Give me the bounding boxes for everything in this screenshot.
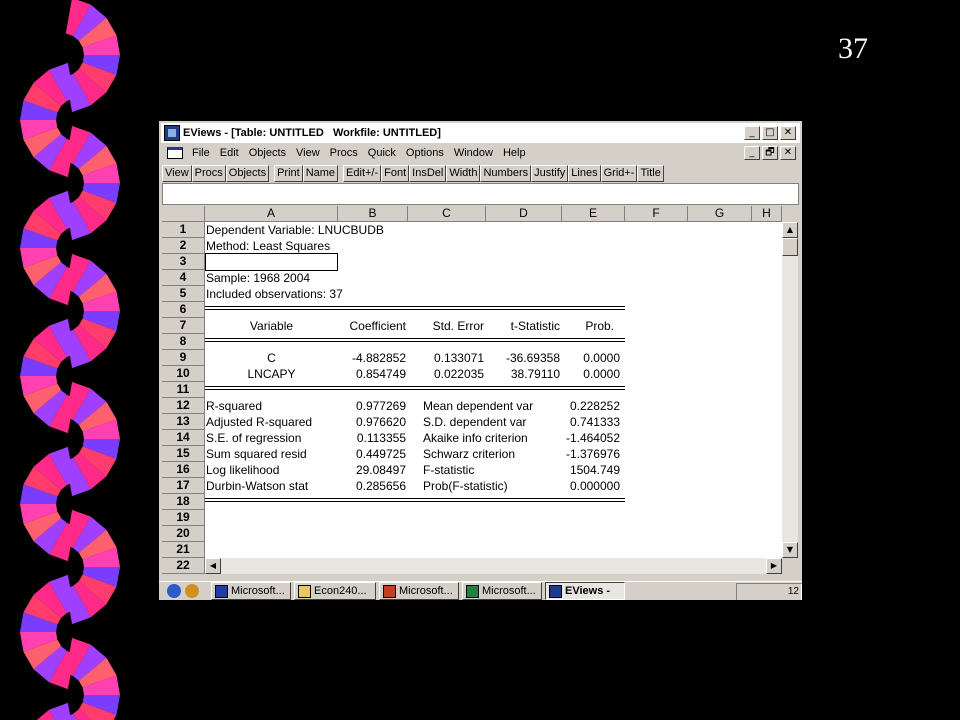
row-header[interactable]: 9 [162, 350, 205, 366]
lines-button[interactable]: Lines [568, 165, 600, 182]
column-header[interactable]: B [338, 206, 408, 222]
eviews-icon [549, 585, 562, 598]
menu-bar [161, 143, 800, 163]
table-row [205, 398, 782, 414]
menu-file[interactable]: File [192, 147, 210, 159]
prob-cell[interactable]: 0.0000 [583, 351, 620, 365]
row-header[interactable]: 19 [162, 510, 205, 526]
double-rule [205, 306, 625, 310]
table-toolbar [161, 163, 800, 183]
row-header[interactable]: 2 [162, 238, 205, 254]
stat-value-cell[interactable]: 0.976620 [355, 415, 406, 429]
clock[interactable]: 12 [787, 586, 799, 597]
powerpoint-icon [383, 585, 396, 598]
width-button[interactable]: Width [446, 165, 480, 182]
stat-label-cell[interactable]: Log likelihood [206, 463, 280, 477]
menu-options[interactable]: Options [405, 147, 444, 159]
row-header[interactable]: 5 [162, 286, 205, 302]
stat-label-cell[interactable]: Sum squared resid [206, 447, 307, 461]
word-icon [215, 585, 228, 598]
scroll-left-arrow-icon[interactable]: ◀ [205, 558, 221, 574]
row-header[interactable]: 11 [162, 382, 205, 398]
doc-restore-button[interactable]: 🗗 [762, 146, 778, 160]
vertical-scrollbar[interactable] [782, 222, 798, 558]
selected-cell[interactable] [205, 253, 338, 271]
stat-value-cell[interactable]: 29.08497 [355, 463, 406, 477]
column-header[interactable]: F [625, 206, 688, 222]
stat-label-cell[interactable]: Prob(F-statistic) [423, 479, 508, 493]
row-header[interactable]: 20 [162, 526, 205, 542]
table-row [205, 446, 782, 462]
row-header[interactable]: 3 [162, 254, 205, 270]
doc-minimize-button[interactable]: _ [744, 146, 760, 160]
cell-edit-field[interactable] [162, 183, 799, 205]
taskbar-econ-folder[interactable] [294, 582, 376, 600]
horizontal-scrollbar[interactable] [205, 558, 782, 574]
task-label: Econ240... [314, 585, 367, 597]
row-header[interactable]: 21 [162, 542, 205, 558]
row-header[interactable]: 18 [162, 494, 205, 510]
column-headers [162, 206, 782, 222]
row-header[interactable]: 15 [162, 446, 205, 462]
dependent-variable-text[interactable]: Dependent Variable: LNUCBUDB [206, 223, 384, 237]
column-header[interactable]: D [486, 206, 562, 222]
table-row [205, 478, 782, 494]
menu-procs[interactable]: Procs [329, 147, 358, 159]
row-header[interactable]: 22 [162, 558, 205, 574]
grid-button[interactable]: Grid+- [601, 165, 638, 182]
system-tray [736, 583, 802, 600]
slide-number: 37 [838, 32, 868, 65]
stat-label-cell[interactable]: F-statistic [423, 463, 475, 477]
t-statistic-cell[interactable]: -36.69358 [505, 351, 560, 365]
double-rule [205, 498, 625, 502]
window-title: EViews - [Table: UNTITLED Workfile: UNTITLED] [183, 127, 441, 139]
doc-close-button[interactable]: ✕ [780, 146, 796, 160]
excel-icon [466, 585, 479, 598]
table-row [205, 366, 782, 382]
procs-button[interactable]: Procs [192, 165, 226, 182]
document-icon[interactable] [167, 147, 183, 159]
table-row [205, 222, 782, 238]
task-label: Microsoft... [399, 585, 453, 597]
menu-view[interactable]: View [296, 147, 320, 159]
row-header[interactable]: 13 [162, 414, 205, 430]
table-row [205, 318, 782, 334]
row-headers [162, 222, 205, 574]
stat-label-cell[interactable]: R-squared [206, 399, 263, 413]
table-row [205, 238, 782, 254]
edit-button[interactable]: Edit+/- [343, 165, 381, 182]
header-variable[interactable]: Variable [249, 319, 294, 333]
row-header[interactable]: 7 [162, 318, 205, 334]
row-header[interactable]: 8 [162, 334, 205, 350]
view-button[interactable]: View [162, 165, 192, 182]
insdel-button[interactable]: InsDel [409, 165, 446, 182]
observations-text[interactable]: Included observations: 37 [206, 287, 343, 301]
name-button[interactable]: Name [303, 165, 338, 182]
stat-label-cell[interactable]: Mean dependent var [423, 399, 534, 413]
row-header[interactable]: 10 [162, 366, 205, 382]
double-rule [205, 386, 625, 390]
column-header[interactable]: E [562, 206, 625, 222]
t-statistic-cell[interactable]: 38.79110 [510, 367, 560, 381]
header-t-statistic[interactable]: t-Statistic [510, 319, 560, 333]
quicklaunch-ie-icon[interactable] [167, 584, 181, 598]
taskbar-eviews[interactable] [545, 582, 625, 600]
task-label: EViews - [565, 585, 611, 597]
stat-value-cell[interactable]: 1504.749 [569, 463, 620, 477]
scroll-right-arrow-icon[interactable]: ▶ [766, 558, 782, 574]
double-rule [205, 338, 625, 342]
stat-label-cell[interactable]: Akaike info criterion [423, 431, 528, 445]
coefficient-cell[interactable]: 0.854749 [355, 367, 406, 381]
column-header[interactable]: G [688, 206, 752, 222]
column-header[interactable]: C [408, 206, 486, 222]
scroll-up-arrow-icon[interactable]: ▲ [782, 222, 798, 238]
windows-taskbar [159, 581, 802, 600]
justify-button[interactable]: Justify [531, 165, 568, 182]
column-header[interactable]: A [205, 206, 338, 222]
std-error-cell[interactable]: 0.133071 [433, 351, 484, 365]
menu-window[interactable]: Window [453, 147, 493, 159]
spreadsheet-grid [162, 206, 782, 574]
eviews-app-icon[interactable] [164, 125, 180, 141]
table-row [205, 350, 782, 366]
stat-value-cell[interactable]: 0.741333 [569, 415, 620, 429]
print-button[interactable]: Print [274, 165, 303, 182]
row-header[interactable]: 16 [162, 462, 205, 478]
close-button[interactable]: ✕ [780, 126, 796, 140]
sample-text[interactable]: Sample: 1968 2004 [206, 271, 311, 285]
stat-value-cell[interactable]: 0.228252 [569, 399, 620, 413]
maximize-button[interactable]: □ [762, 126, 778, 140]
table-row [205, 270, 782, 286]
taskbar-word[interactable] [211, 582, 291, 600]
status-bar [161, 576, 800, 579]
stat-label-cell[interactable]: S.D. dependent var [423, 415, 527, 429]
title-bar[interactable] [161, 123, 800, 143]
table-row [205, 430, 782, 446]
row-header[interactable]: 14 [162, 430, 205, 446]
title-button[interactable]: Title [637, 165, 663, 182]
decorative-fan-border [0, 0, 140, 720]
variable-cell[interactable]: LNCAPY [247, 367, 296, 381]
minimize-button[interactable]: _ [744, 126, 760, 140]
row-header[interactable]: 1 [162, 222, 205, 238]
font-button[interactable]: Font [381, 165, 409, 182]
stat-value-cell[interactable]: 0.285656 [355, 479, 406, 493]
task-label: Microsoft... [231, 585, 285, 597]
row-header[interactable]: 4 [162, 270, 205, 286]
method-text[interactable]: Method: Least Squares [206, 239, 331, 253]
stat-value-cell[interactable]: -1.464052 [565, 431, 620, 445]
stat-label-cell[interactable]: S.E. of regression [206, 431, 302, 445]
header-prob[interactable]: Prob. [585, 319, 614, 333]
menu-edit[interactable]: Edit [219, 147, 239, 159]
row-header[interactable]: 12 [162, 398, 205, 414]
stat-value-cell[interactable]: 0.000000 [569, 479, 620, 493]
stat-value-cell[interactable]: 0.977269 [355, 399, 406, 413]
taskbar-powerpoint[interactable] [379, 582, 459, 600]
coefficient-cell[interactable]: -4.882852 [351, 351, 406, 365]
stat-label-cell[interactable]: Schwarz criterion [423, 447, 516, 461]
table-row [205, 414, 782, 430]
eviews-window [159, 121, 802, 600]
table-row [205, 286, 782, 302]
taskbar-excel[interactable] [462, 582, 542, 600]
table-row [205, 462, 782, 478]
stat-value-cell[interactable]: 0.449725 [355, 447, 406, 461]
menu-quick[interactable]: Quick [367, 147, 396, 159]
scroll-down-arrow-icon[interactable]: ▼ [782, 542, 798, 558]
menu-help[interactable]: Help [502, 147, 526, 159]
objects-button[interactable]: Objects [226, 165, 269, 182]
header-std-error[interactable]: Std. Error [432, 319, 484, 333]
column-header[interactable]: H [752, 206, 782, 222]
task-label: Microsoft... [482, 585, 536, 597]
table-cells [205, 222, 782, 574]
vertical-scroll-thumb[interactable] [782, 238, 798, 256]
row-header[interactable]: 6 [162, 302, 205, 318]
std-error-cell[interactable]: 0.022035 [433, 367, 484, 381]
variable-cell[interactable]: C [267, 351, 276, 365]
header-coefficient[interactable]: Coefficient [349, 319, 406, 333]
row-header[interactable]: 17 [162, 478, 205, 494]
stat-label-cell[interactable]: Durbin-Watson stat [206, 479, 309, 493]
quicklaunch-media-icon[interactable] [185, 584, 199, 598]
prob-cell[interactable]: 0.0000 [583, 367, 620, 381]
stat-value-cell[interactable]: 0.113355 [356, 431, 406, 445]
folder-icon [298, 585, 311, 598]
menu-objects[interactable]: Objects [248, 147, 286, 159]
select-all-corner[interactable] [162, 206, 205, 222]
stat-label-cell[interactable]: Adjusted R-squared [206, 415, 313, 429]
stat-value-cell[interactable]: -1.376976 [565, 447, 620, 461]
numbers-button[interactable]: Numbers [480, 165, 531, 182]
